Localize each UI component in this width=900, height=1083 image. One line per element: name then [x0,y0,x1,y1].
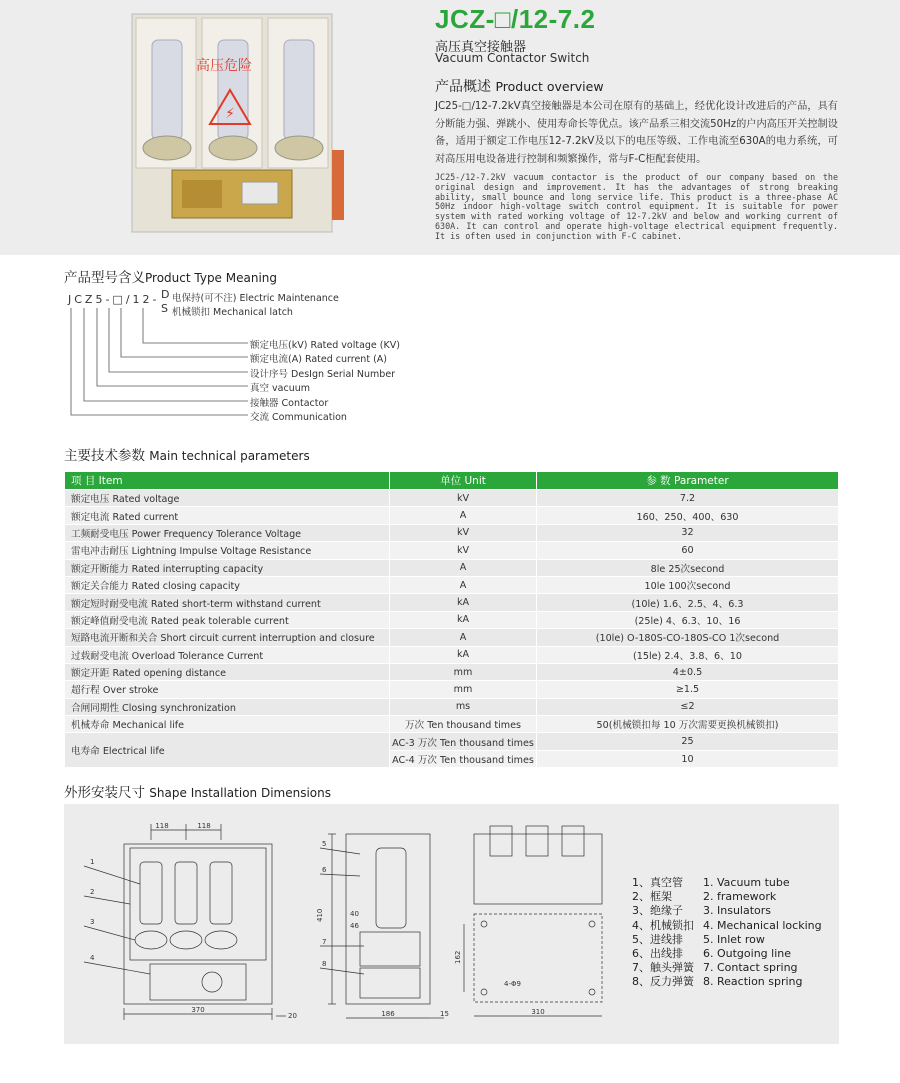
dims-heading [64,781,331,801]
svg-text:118: 118 [197,822,211,830]
table-row: 额定电压 Rated voltage kV 7.2 [65,490,839,507]
table-row: 额定电流 Rated current A 160、250、400、630 [65,507,839,524]
params-heading [64,444,310,464]
svg-text:7: 7 [322,938,327,946]
header-item: 项 目 Item [65,472,390,490]
option-electric: 电保持(可不注) Electric Maintenance [172,293,339,304]
overview-heading-en: Product overview [495,79,604,94]
table-row: 额定峰值耐受电流 Rated peak tolerable current kA (25le) 4、6.3、10、16 [65,611,839,628]
type-code-tree [0,0,900,430]
overview-heading-cn: 产品概述 [435,79,491,95]
table-row: 电寿命 Electrical life AC-3 万次 Ten thousand times 25 [65,733,839,750]
type-code: JCZ5-□/12- [68,293,160,306]
dims-heading-cn: 外形安装尺寸 [64,785,145,801]
front-view-drawing [84,824,286,1020]
legend-en: 1. Vacuum tube 2. framework 3. Insulators 4. Mechanical locking 5. Inlet row 6. Outgoing line 7. Contact spring 8. Reaction spring [703,876,822,989]
svg-text:4: 4 [90,954,95,962]
table-row: 超行程 Over stroke mm ≥1.5 [65,681,839,698]
type-meaning-heading-cn: 产品型号含义 [64,270,145,286]
side-view-drawing [320,834,444,1018]
table-row: 额定关合能力 Rated closing capacity A 10le 100次second [65,576,839,593]
page-title: JCZ-□/12-7.2 [435,4,596,34]
svg-text:46: 46 [350,922,359,930]
table-row: 过载耐受电流 Overload Tolerance Current kA (15le) 2.4、3.8、6、10 [65,646,839,663]
svg-text:410: 410 [316,908,324,922]
svg-text:4-Φ9: 4-Φ9 [504,980,521,988]
suffix-s: S [161,302,168,315]
svg-text:1: 1 [90,858,95,866]
table-row: 合闸同期性 Closing synchronization ms ≤2 [65,698,839,715]
svg-text:40: 40 [350,910,359,918]
table-row: 额定开断能力 Rated interrupting capacity A 8le 25次second [65,559,839,576]
svg-text:118: 118 [155,822,169,830]
item-voltage: 额定电压(kV) Rated voltage (KV) [250,340,400,351]
legend-cn: 1、真空管 2、框架 3、绝缘子 4、机械锁扣 5、进线排 6、出线排 7、触头弹簧 8、反力弹簧 [632,876,694,989]
svg-text:15: 15 [440,1010,449,1018]
table-row: 工频耐受电压 Power Frequency Tolerance Voltage kV 32 [65,524,839,541]
svg-text:2: 2 [90,888,95,896]
item-vacuum: 真空 vacuum [250,383,311,394]
svg-text:186: 186 [381,1010,395,1018]
svg-text:370: 370 [191,1006,205,1014]
item-design-serial: 设计序号 DesIgn Serial Number [250,369,396,380]
overview-text-en: JC25-/12-7.2kV vacuum contactor is the product of our company based on the original design and improvement. It has the advantages of strong breaking ability, small bounce and long service life. This product is a three-phase AC 50Hz indoor high-voltage switch control equipment. It is suitable for power system with rated working voltage of 12-7.2kV and below and working current of 630A. It can control and operate high-voltage electrical equipment frequently. It is often used in conjunction with F-C cabinet. [435,172,838,241]
overview-text-cn: JC25-□/12-7.2kV真空接触器是本公司在原有的基础上，经优化设计改进后的产品，具有分断能力强、弹跳小、使用寿命长等优点。该产品系三相交流50Hz的户内高压开关控制设备，适用于额定工作电压12-7.2kV及以下的电压等级、工作电流至630A的电力系统，可对高压用电设备进行控制和频繁操作，常与F-C柜配套使用。 [435,101,838,165]
svg-text:6: 6 [322,866,327,874]
params-heading-en: Main technical parameters [149,449,310,463]
item-current: 额定电流(A) Rated current (A) [250,354,387,365]
dims-heading-en: Shape Installation Dimensions [149,786,332,800]
warning-label: 高压危险 [196,58,252,74]
product-name-cn: 高压真空接触器 [435,40,527,55]
option-mechanical: 机械锁扣 Mechanical latch [172,307,293,318]
table-row: 额定开距 Rated opening distance mm 4±0.5 [65,663,839,680]
svg-text:⚡: ⚡ [225,106,235,122]
item-contactor: 接触器 Contactor [250,398,329,409]
svg-text:3: 3 [90,918,95,926]
params-heading-cn: 主要技术参数 [64,448,145,464]
header-param: 参 数 Parameter [537,472,839,490]
table-row: 雷电冲击耐压 Lightning Impulse Voltage Resistance kV 60 [65,542,839,559]
plan-view-drawing [464,826,602,1016]
params-header-row [65,472,839,490]
table-row: 额定短时耐受电流 Rated short-term withstand current kA (10le) 1.6、2.5、4、6.3 [65,594,839,611]
table-row: 机械寿命 Mechanical life 万次 Ten thousand times 50(机械锁扣每 10 万次需要更换机械锁扣) [65,716,839,733]
params-table [64,471,839,768]
item-communication: 交流 Communication [250,412,347,423]
table-row: 短路电流开断和关合 Short circuit current interruption and closure A (10le) O-180S-CO-180S-CO 1次second [65,629,839,646]
type-meaning-heading-en: Product Type Meaning [145,271,278,285]
svg-text:8: 8 [322,960,327,968]
table-row: AC-4 万次 Ten thousand times 10 [65,750,839,767]
product-name-en: Vacuum Contactor Switch [435,51,590,65]
header-unit: 单位 Unit [390,472,537,490]
svg-text:310: 310 [531,1008,545,1016]
svg-text:162: 162 [454,950,462,964]
svg-text:5: 5 [322,840,327,848]
svg-text:20: 20 [288,1012,297,1020]
suffix-d: D [161,288,170,301]
